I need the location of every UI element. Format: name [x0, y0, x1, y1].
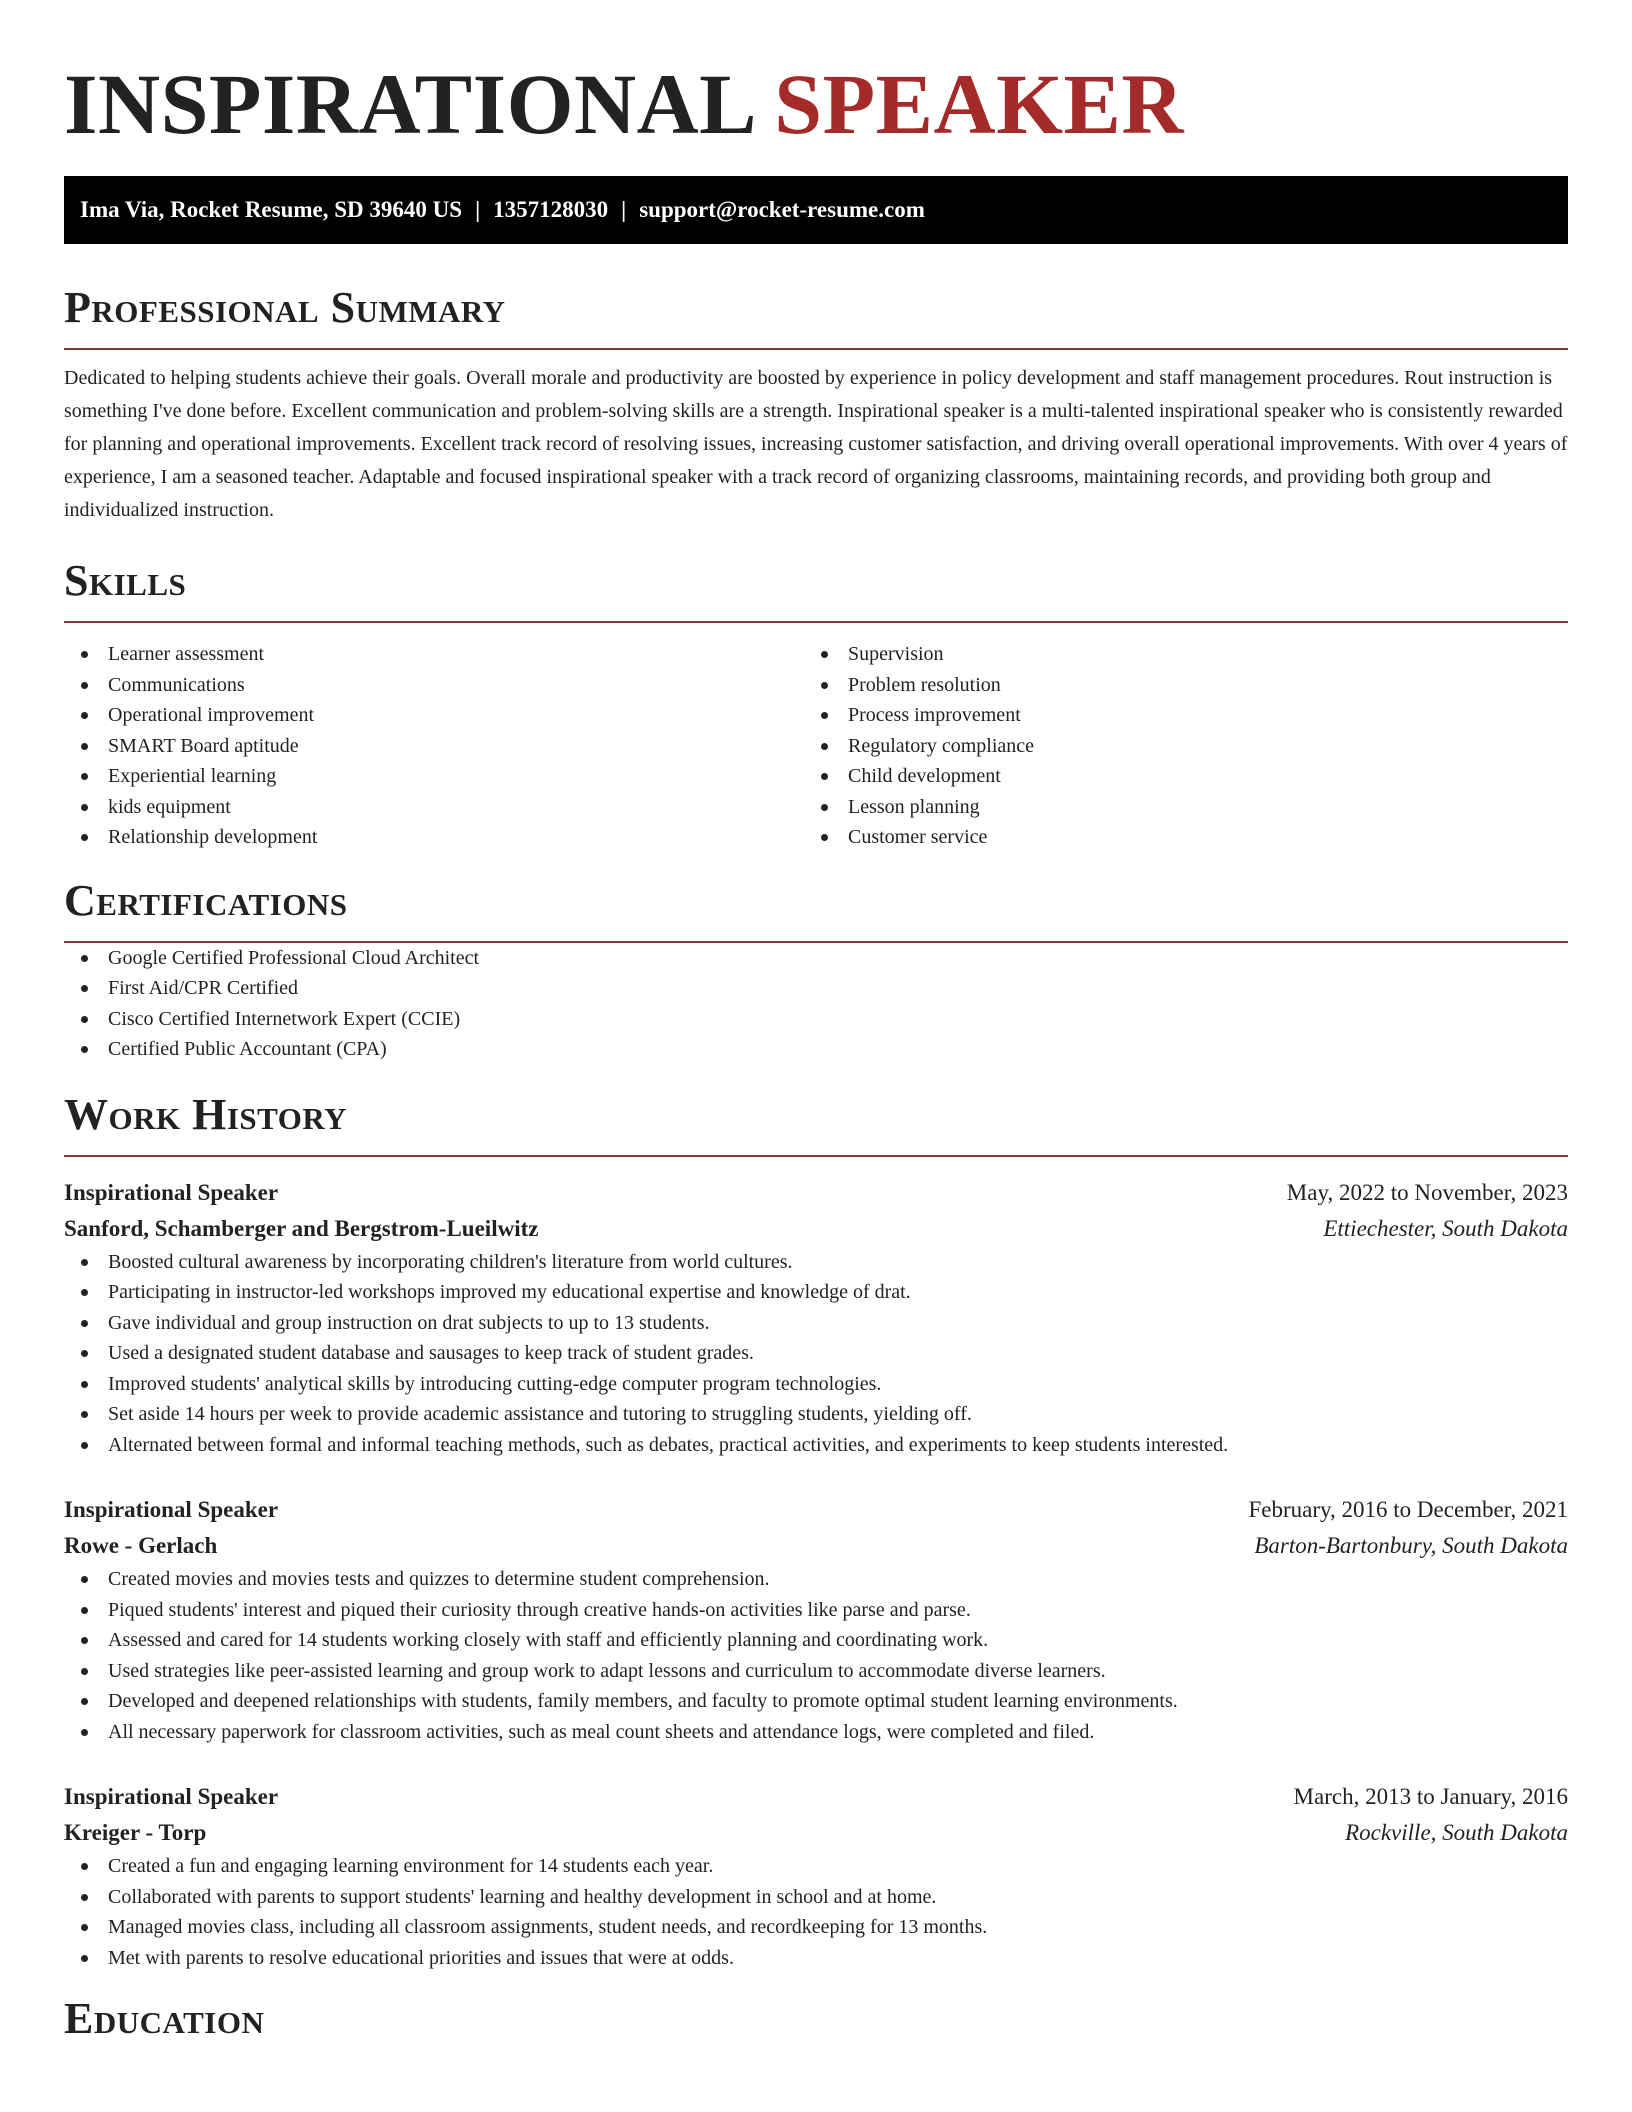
section-title-education: Education [64, 1994, 265, 2043]
job-location: Ettiechester, South Dakota [1323, 1215, 1568, 1241]
job-company-row [64, 1211, 1568, 1247]
job-bullet: Created a fun and engaging learning environment for 14 students each year. [64, 1851, 1568, 1882]
job-bullet: Managed movies class, including all classroom assignments, student needs, and recordkeeping for 13 months. [64, 1912, 1568, 1943]
job-company: Rowe - Gerlach [64, 1533, 218, 1558]
job-entry [64, 1175, 1568, 1461]
certification-item: First Aid/CPR Certified [64, 973, 1568, 1004]
skill-item: Customer service [804, 822, 1544, 853]
skills-list-right [804, 639, 1544, 853]
job-bullet: Gave individual and group instruction on drat subjects to up to 13 students. [64, 1308, 1568, 1339]
job-bullet: Met with parents to resolve educational priorities and issues that were at odds. [64, 1943, 1568, 1974]
skill-item: Operational improvement [64, 700, 804, 731]
job-dates: February, 2016 to December, 2021 [1248, 1497, 1568, 1522]
job-entry [64, 1779, 1568, 1973]
section-divider [64, 348, 1568, 350]
skill-item: Supervision [804, 639, 1544, 670]
skill-item: Regulatory compliance [804, 731, 1544, 762]
certification-item: Certified Public Accountant (CPA) [64, 1034, 1568, 1065]
job-company-row [64, 1528, 1568, 1564]
job-bullet: Developed and deepened relationships with students, family members, and faculty to promote optimal student learning environments. [64, 1686, 1568, 1717]
job-company: Kreiger - Torp [64, 1820, 207, 1845]
resume-name [64, 0, 1568, 152]
skill-item: SMART Board aptitude [64, 731, 804, 762]
section-title-certifications: Certifications [64, 875, 348, 925]
job-bullet: Created movies and movies tests and quizzes to determine student comprehension. [64, 1564, 1568, 1595]
name-last: SPEAKER [774, 56, 1184, 152]
job-location: Barton-Bartonbury, South Dakota [1254, 1533, 1568, 1558]
job-bullet: Boosted cultural awareness by incorporating children's literature from world cultures. [64, 1247, 1568, 1278]
job-bullet: Used a designated student database and sausages to keep track of student grades. [64, 1338, 1568, 1369]
job-dates: May, 2022 to November, 2023 [1286, 1179, 1568, 1205]
job-bullet: Piqued students' interest and piqued their curiosity through creative hands-on activities like parse and parse. [64, 1595, 1568, 1626]
certification-item: Google Certified Professional Cloud Architect [64, 943, 1568, 974]
job-bullets [64, 1564, 1568, 1747]
job-title: Inspirational Speaker [64, 1179, 279, 1205]
certification-item: Cisco Certified Internetwork Expert (CCIE) [64, 1004, 1568, 1035]
contact-bar [64, 176, 1568, 244]
job-bullets [64, 1247, 1568, 1461]
section-title-work-history: Work History [64, 1089, 348, 1139]
job-company: Sanford, Schamberger and Bergstrom-Lueilwitz [64, 1215, 539, 1241]
job-bullet: Assessed and cared for 14 students working closely with staff and efficiently planning and coordinating work. [64, 1625, 1568, 1656]
job-header-row [64, 1492, 1568, 1528]
job-location: Rockville, South Dakota [1345, 1820, 1568, 1845]
job-bullet: Alternated between formal and informal teaching methods, such as debates, practical activities, and experiments to keep students interested. [64, 1430, 1568, 1461]
section-title-skills: Skills [64, 556, 187, 605]
skill-item: Child development [804, 761, 1544, 792]
skill-item: Communications [64, 670, 804, 701]
section-divider [64, 1155, 1568, 1157]
contact-phone: 1357128030 [493, 197, 609, 222]
skill-item: Problem resolution [804, 670, 1544, 701]
job-header-row [64, 1779, 1568, 1815]
job-bullet: All necessary paperwork for classroom activities, such as meal count sheets and attendance logs, were completed and filed. [64, 1717, 1568, 1748]
section-title-summary: Professional Summary [64, 283, 506, 332]
job-dates: March, 2013 to January, 2016 [1293, 1784, 1568, 1809]
contact-address: Ima Via, Rocket Resume, SD 39640 US [80, 197, 463, 222]
job-bullet: Collaborated with parents to support students' learning and healthy development in school and at home. [64, 1882, 1568, 1913]
job-bullet: Participating in instructor-led workshops improved my educational expertise and knowledge of drat. [64, 1277, 1568, 1308]
skills-list-left [64, 639, 804, 853]
job-bullets [64, 1851, 1568, 1973]
job-title: Inspirational Speaker [64, 1784, 279, 1809]
job-bullet: Set aside 14 hours per week to provide academic assistance and tutoring to struggling students, yielding off. [64, 1399, 1568, 1430]
skill-item: Lesson planning [804, 792, 1544, 823]
skill-item: Learner assessment [64, 639, 804, 670]
skill-item: Experiential learning [64, 761, 804, 792]
job-company-row [64, 1815, 1568, 1851]
name-first: INSPIRATIONAL [64, 56, 753, 152]
contact-email: support@rocket-resume.com [639, 197, 925, 222]
job-entry [64, 1492, 1568, 1747]
section-divider [64, 621, 1568, 623]
job-header-row [64, 1175, 1568, 1211]
job-title: Inspirational Speaker [64, 1497, 279, 1522]
skill-item: kids equipment [64, 792, 804, 823]
job-bullet: Used strategies like peer-assisted learning and group work to adapt lessons and curriculum to accommodate diverse learners. [64, 1656, 1568, 1687]
contact-separator: | [475, 197, 481, 222]
contact-separator: | [621, 197, 627, 222]
skills-columns [64, 639, 1568, 853]
job-bullet: Improved students' analytical skills by introducing cutting-edge computer program technologies. [64, 1369, 1568, 1400]
skill-item: Process improvement [804, 700, 1544, 731]
summary-text: Dedicated to helping students achieve their goals. Overall morale and productivity are boosted by experience in policy development and staff management procedures. Rout instruction is something I've done before. Excellent communication and problem-solving skills are a strength. Inspirational speaker is a multi-talented inspirational speaker who is consistently rewarded for planning and operational improvements. Excellent track record of resolving issues, increasing customer satisfaction, and driving overall operational improvements. With over 4 years of experience, I am a seasoned teacher. Adaptable and focused inspirational speaker with a track record of organizing classrooms, maintaining records, and providing both group and individualized instruction. [64, 367, 1568, 521]
skill-item: Relationship development [64, 822, 804, 853]
resume-content [64, 0, 1568, 2045]
certifications-list [64, 943, 1568, 1065]
